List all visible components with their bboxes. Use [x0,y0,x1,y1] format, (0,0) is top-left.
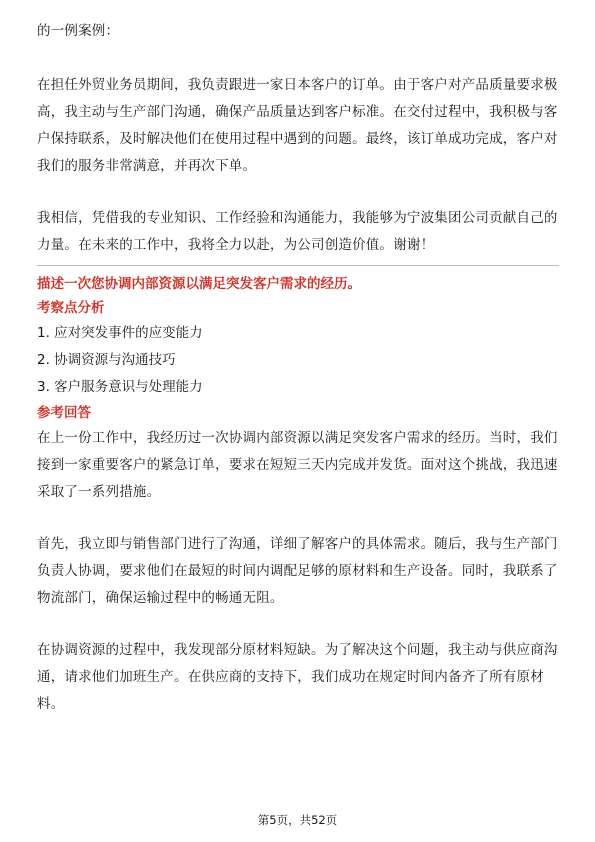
analysis-point: 2. 协调资源与沟通技巧 [37,352,176,368]
case-paragraph: 在担任外贸业务员期间，我负责跟进一家日本客户的订单。由于客户对产品质量要求极高，我主动与生产部门沟通，确保产品质量达到客户标准。在交付过程中，我积极与客户保持联系，及时解决他们在使用过程中遇到的问题。最终，该订单成功完成，客户对我们的服务非常满意，并再次下单。 [37,77,558,174]
answer-heading: 参考回答 [37,405,91,421]
analysis-point: 1. 应对突发事件的应变能力 [37,325,203,341]
page-number: 第5页，共52页 [257,813,338,827]
answer-paragraph: 在协调资源的过程中，我发现部分原材料短缺。为了解决这个问题，我主动与供应商沟通，请求他们加班生产。在供应商的支持下，我们成功在规定时间内备齐了所有原材料。 [37,642,558,712]
answer-paragraph: 在上一份工作中，我经历过一次协调内部资源以满足突发客户需求的经历。当时，我们接到一家重要客户的紧急订单，要求在短短三天内完成并发货。面对这个挑战，我迅速采取了一系列措施。 [37,430,558,500]
spacer [37,180,559,205]
analysis-points [37,320,559,401]
section-divider [37,265,559,266]
intro-tail: 的一例案例： [37,23,120,39]
question-title: 描述一次您协调内部资源以满足突发客户需求的经历。 [37,276,361,292]
spacer [37,45,559,72]
spacer [37,506,559,531]
analysis-point: 3. 客户服务意识与处理能力 [37,379,203,395]
page-content [37,18,559,718]
analysis-heading: 考察点分析 [37,300,105,316]
spacer [37,612,559,637]
answer-paragraph: 首先，我立即与销售部门进行了沟通，详细了解客户的具体需求。随后，我与生产部门负责人协调，要求他们在最短的时间内调配足够的原材料和生产设备。同时，我联系了物流部门，确保运输过程中的畅通无阻。 [37,536,558,606]
closing-paragraph: 我相信，凭借我的专业知识、工作经验和沟通能力，我能够为宁波集团公司贡献自己的力量。在未来的工作中，我将全力以赴，为公司创造价值。谢谢！ [37,210,558,253]
